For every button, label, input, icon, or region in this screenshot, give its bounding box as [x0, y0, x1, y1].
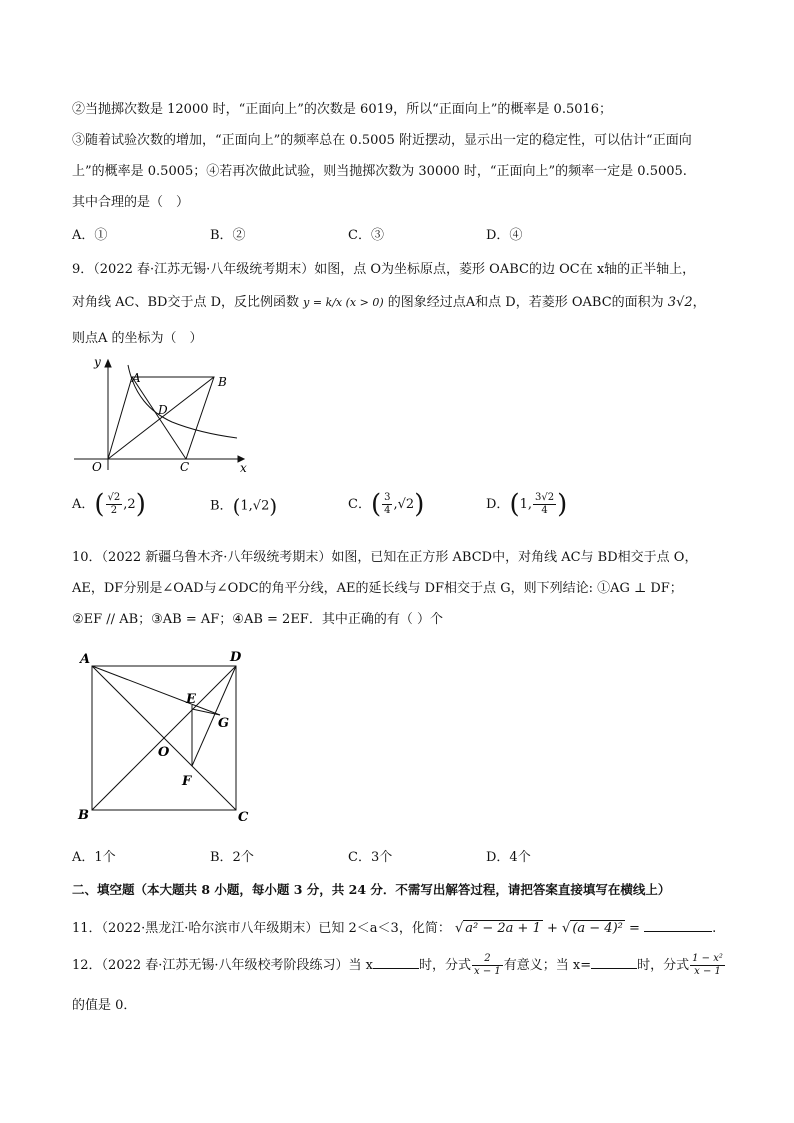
label-d: D [230, 650, 242, 665]
q9-option-a-label: A． [72, 497, 95, 512]
label-a: A [132, 371, 141, 385]
label-b: B [218, 375, 227, 389]
q11-expr1: a² − 2a + 1 [465, 921, 541, 936]
q8-prompt: 其中合理的是（ ） [72, 195, 190, 210]
q12-frac1-num: 2 [472, 953, 503, 966]
q8-option-d[interactable]: D．④ [486, 228, 523, 243]
section-2-heading: 二、填空题（本大题共 8 小题，每小题 3 分，共 24 分．不需写出解答过程，请把答案直接填写在横线上） [72, 882, 671, 897]
q8-statement-3-cont: 上”的概率是 0.5005；④若再次做此试验，则当抛掷次数为 30000 时，“正面向上”的频率一定是 0.5005. [72, 164, 687, 179]
q10-option-d[interactable]: D．4个 [486, 850, 531, 865]
q9-stem-line3: 则点A 的坐标为（ ） [72, 331, 203, 346]
q9-b-y: √2 [252, 498, 270, 514]
q12-part3: 有意义；当 x= [503, 958, 592, 973]
label-a: A [80, 652, 91, 667]
q10-stem-line3: ②EF // AB；③AB = AF；④AB = 2EF．其中正确的有（ ）个 [72, 612, 443, 627]
label-c: C [180, 460, 190, 474]
q12-part2: 时，分式 [419, 958, 472, 973]
label-x: x [240, 461, 247, 475]
q12-part4: 时，分式 [637, 958, 690, 973]
q9-d-y-num: 3√2 [535, 492, 555, 503]
q12-frac2-den: x − 1 [694, 966, 721, 977]
q11-line: 11．（2022·黑龙江·哈尔滨市八年级期末）已知 2＜a＜3，化简： √ a² − 2a + 1 + √ (a − 4)² = . [72, 917, 716, 938]
q8-option-c[interactable]: C．③ [348, 228, 384, 243]
q12-line2: 的值是 0． [72, 998, 137, 1013]
q8-statement-2: ②当抛掷次数是 12000 时，“正面向上”的次数是 6019，所以“正面向上”的概率是 0.5016； [72, 102, 613, 117]
q10-option-b[interactable]: B．2个 [210, 850, 254, 865]
q12-frac2-num: 1 − x² [692, 953, 723, 964]
q9-stem-text-b: 的图象经过点A和点 D，若菱形 OABC的面积为 [387, 295, 664, 310]
q9-option-d[interactable]: D．(1, $\frac{3√2}{4}$ ) [486, 489, 568, 520]
q9-c-x-den: 4 [384, 505, 391, 516]
q9-option-c-label: C． [348, 497, 371, 512]
q8-option-a[interactable]: A．① [72, 228, 108, 243]
label-c: C [238, 810, 249, 825]
label-d: D [158, 403, 168, 417]
diagonal-ac [132, 377, 186, 459]
q8-statement-3: ③随着试验次数的增加，“正面向上”的频率总在 0.5005 附近摆动，显示出一定的稳定性，可以估计“正面向 [72, 133, 692, 148]
label-f: F [182, 774, 192, 789]
q9-d-x: 1 [519, 497, 528, 512]
diagonal-ob [108, 377, 214, 459]
q11-end: . [712, 921, 717, 936]
label-y: y [94, 355, 101, 369]
q8-option-b[interactable]: B．② [210, 228, 246, 243]
line-ag [92, 666, 220, 715]
q9-stem-text-a: 对角线 AC、BD交于点 D，反比例函数 [72, 295, 299, 310]
q11-plus: + [546, 921, 558, 936]
line-df [192, 666, 236, 766]
q12-line1 [72, 953, 726, 978]
q9-a-x-num: √2 [107, 492, 121, 503]
label-e: E [186, 692, 196, 707]
label-b: B [78, 808, 89, 823]
q9-b-x: 1 [240, 498, 249, 514]
q10-stem-line1: 10．（2022 新疆乌鲁木齐·八年级统考期末）如图，已知在正方形 ABCD中，对角线 AC与 BD相交于点 O， [72, 550, 698, 565]
q9-a-y: 2 [127, 497, 136, 512]
label-o: O [92, 460, 102, 474]
q11-eq: = [629, 921, 640, 936]
q11-expr2: (a − 4)² [572, 921, 623, 936]
q9-option-a[interactable]: A．( $\frac{√2}{2}$ ,2) [72, 489, 146, 520]
q9-stem-line2 [72, 294, 706, 312]
q9-d-y-den: 4 [541, 505, 548, 516]
q9-option-b[interactable]: B．(1,√2) [210, 494, 278, 518]
q11-text: 11．（2022·黑龙江·哈尔滨市八年级期末）已知 2＜a＜3，化简： [72, 921, 451, 936]
q9-area-value: 3√2 [667, 295, 693, 310]
q12-part1: 12．（2022 春·江苏无锡·八年级校考阶段练习）当 x [72, 958, 373, 973]
q9-c-y: √2 [397, 497, 415, 512]
q9-figure [72, 350, 262, 475]
q9-c-x-num: 3 [384, 492, 391, 503]
label-o: O [158, 745, 170, 760]
q9-stem-text-c: ， [692, 295, 706, 310]
q9-option-d-label: D． [486, 497, 510, 512]
q10-stem-line2: AE，DF分别是∠OAD与∠ODC的角平分线，AE的延长线与 DF相交于点 G，则下列结论: ①AG ⊥ DF； [72, 581, 683, 596]
q9-a-x-den: 2 [110, 505, 118, 516]
q10-option-a[interactable]: A．1个 [72, 850, 116, 865]
q10-figure [72, 645, 262, 830]
q9-option-c[interactable]: C．( $\frac{3}{4}$ ,√2) [348, 489, 425, 520]
q9-option-b-label: B． [210, 498, 233, 514]
q12-answer-blank-1[interactable] [373, 954, 419, 969]
label-g: G [218, 716, 230, 731]
q9-stem-line1: 9．（2022 春·江苏无锡·八年级统考期末）如图，点 O为坐标原点，菱形 OABC的边 OC在 x轴的正半轴上， [72, 262, 696, 277]
q12-answer-blank-2[interactable] [591, 954, 637, 969]
q9-function-expr: y = k/x (x > 0) [303, 296, 384, 309]
q10-option-c[interactable]: C．3个 [348, 850, 393, 865]
q12-frac1-den: x − 1 [474, 966, 501, 977]
q11-answer-blank[interactable] [644, 917, 712, 932]
